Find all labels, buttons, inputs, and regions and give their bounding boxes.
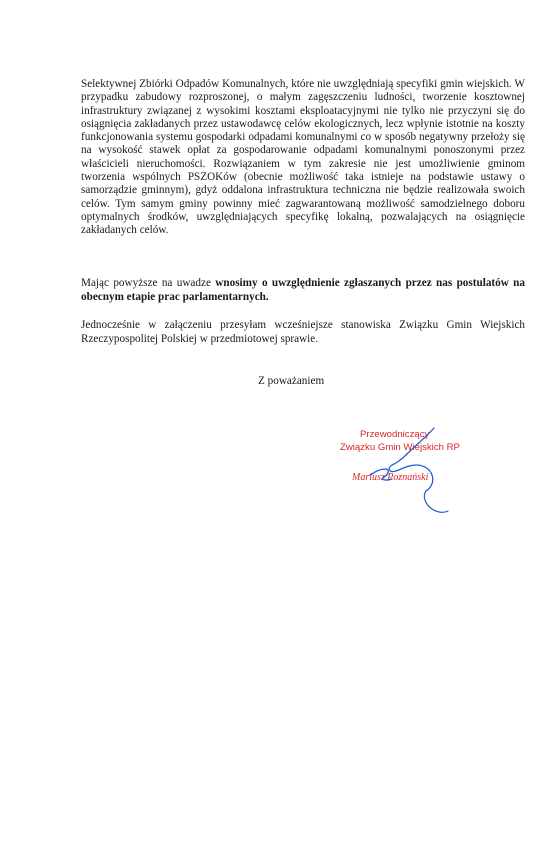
signature-block <box>330 425 470 515</box>
stamp-organization: Związku Gmin Wiejskich RP <box>340 442 460 453</box>
stamp-signatory-name: Mariusz Poznański <box>352 472 429 483</box>
closing-salutation: Z poważaniem <box>258 375 325 387</box>
body-paragraph-attachment: Jednocześnie w załączeniu przesyłam wcześniejsze stanowiska Związku Gmin Wiejskich Rzeczypospolitej Polskiej w przedmiotowej sprawie. <box>81 319 525 345</box>
body-paragraph-request <box>81 276 525 304</box>
request-intro-text: Mając powyższe na uwadze <box>81 277 216 289</box>
body-paragraph-continuation: Selektywnej Zbiórki Odpadów Komunalnych, które nie uwzględniają specyfiki gmin wiejskich. W przypadku zabudowy rozproszonej, o małym zagęszczeniu ludności, tworzenie kosztownej infrastruktury związanej z wysokimi kosztami eksploatacyjnymi nie tylko nie przyczyni się do osiągnięcia zakładanych przez ustawodawcę celów ekologicznych, lecz wpłynie istotnie na koszty funkcjonowania systemu gospodarki odpadami komunalnymi co w sposób negatywny przełoży się na wysokość stawek opłat za gospodarowanie odpadami komunalnymi ponoszonymi przez właścicieli nieruchomości. Rozwiązaniem w tym zakresie nie jest umożliwienie gminom tworzenia wspólnych PSZOKów (obecnie możliwość taka istnieje na podstawie ustawy o samorządzie gminnym), gdyż oddalona infrastruktura techniczna nie będzie realizowała swoich celów. Tym samym gminy powinny mieć zagwarantowaną możliwość samodzielnego doboru optymalnych środków, uwzględniających specyfikę lokalną, pozwalających na osiągnięcie zakładanych celów. <box>81 78 525 237</box>
stamp-title: Przewodniczący <box>360 429 430 440</box>
request-bold-text: wnosimy o uwzględnienie zgłaszanych przez nas postulatów na obecnym etapie prac parlamentarnych. <box>81 277 525 303</box>
